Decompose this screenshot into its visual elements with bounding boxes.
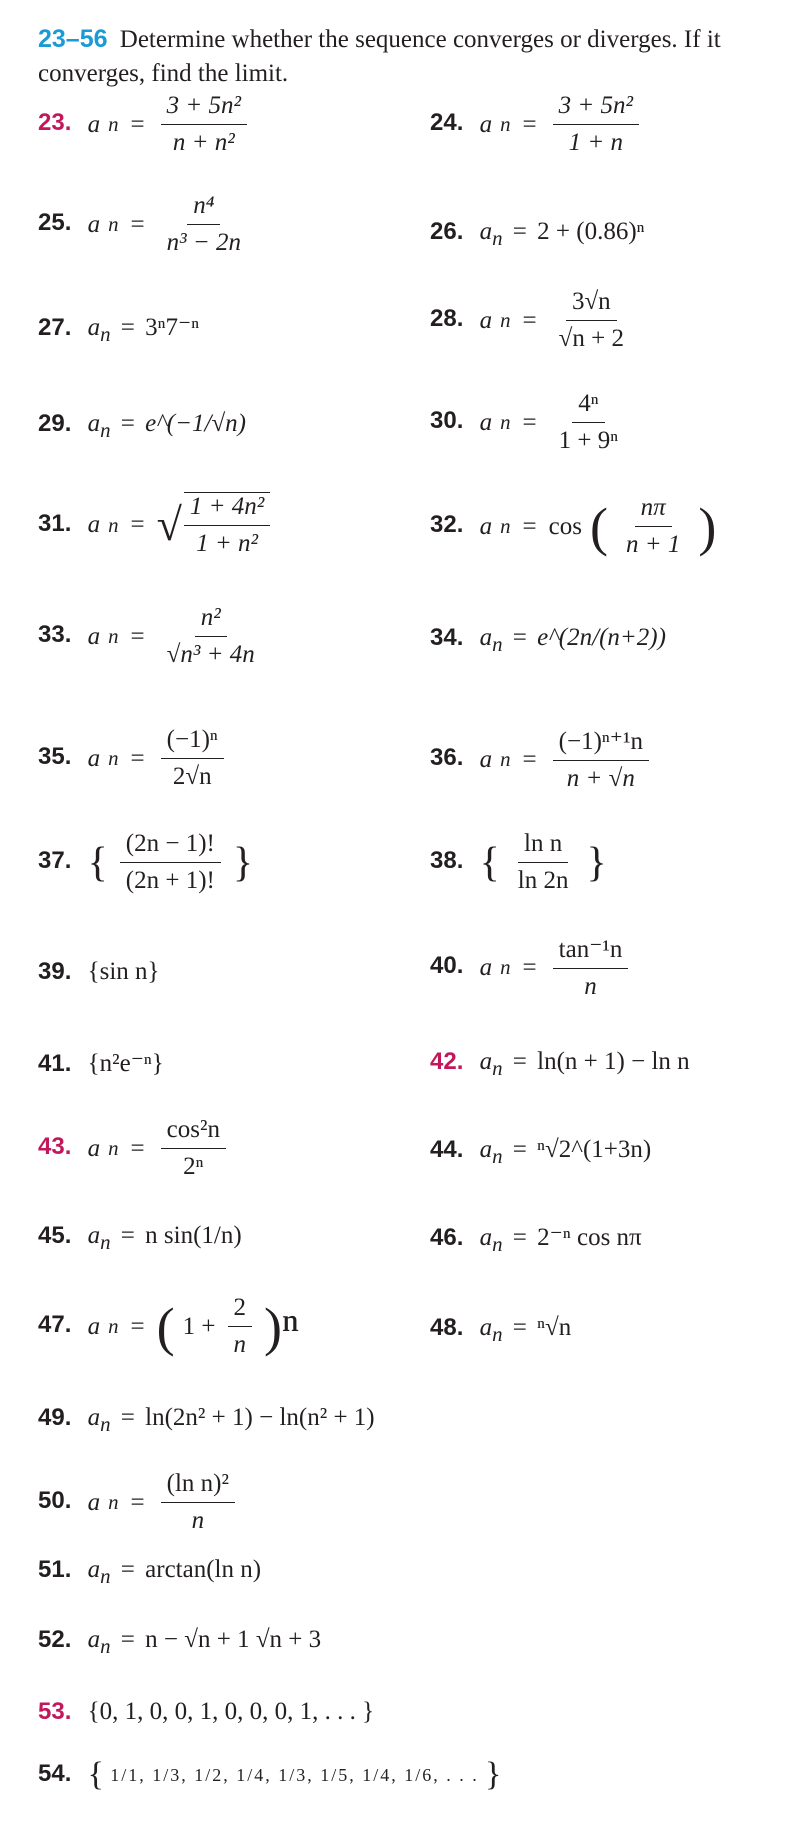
sequence-index: n: [108, 512, 119, 537]
right-brace: }: [586, 839, 607, 886]
equals: =: [512, 1224, 527, 1251]
sequence-variable: a: [479, 218, 493, 245]
numerator: (2n − 1)!: [120, 830, 221, 863]
exercise-38: [430, 830, 607, 895]
fraction-sequence: 1/1, 1/3, 1/2, 1/4, 1/3, 1/5, 1/4, 1/6, . . .: [110, 1764, 479, 1785]
exercise-25: [38, 192, 251, 257]
sequence-variable: a: [479, 512, 493, 540]
fraction: [620, 494, 686, 559]
exercise-number: 35.: [38, 743, 72, 771]
denominator: 2ⁿ: [183, 1153, 204, 1180]
exercise-24: [430, 92, 643, 157]
equals: =: [120, 1404, 135, 1431]
sequence-variable: a: [479, 1136, 493, 1163]
exercise-number: 40.: [430, 952, 464, 980]
sequence-variable: a: [479, 624, 493, 651]
exercise-number: 44.: [430, 1136, 464, 1163]
expression: 3ⁿ7⁻ⁿ: [145, 314, 200, 341]
sequence-variable: a: [479, 1224, 493, 1251]
exercise-26: [430, 218, 645, 251]
fraction: [553, 390, 624, 455]
numerator: ln n: [518, 830, 568, 863]
sequence-index: n: [500, 112, 511, 136]
sequence-index: n: [108, 1136, 119, 1160]
equals: =: [512, 1136, 527, 1163]
fraction: [161, 604, 261, 669]
exercise-42: [430, 1048, 690, 1081]
exercise-number: 39.: [38, 958, 72, 985]
fraction: [161, 92, 247, 157]
numerator: nπ: [635, 494, 672, 527]
sequence-variable: a: [87, 1222, 101, 1249]
exercise-number: 51.: [38, 1556, 72, 1583]
numerator: (−1)ⁿ⁺¹n: [553, 726, 649, 761]
sequence-variable: a: [87, 1556, 101, 1583]
exercise-number: 30.: [430, 407, 464, 435]
equals: =: [130, 1312, 145, 1340]
expression: ln(n + 1) − ln n: [537, 1048, 690, 1075]
exercise-28: [430, 288, 634, 353]
exercise-44: [430, 1136, 651, 1169]
exercise-46: [430, 1222, 642, 1257]
numerator: 3 + 5n²: [553, 92, 639, 125]
equals: =: [522, 408, 537, 436]
sequence-variable: a: [479, 408, 493, 436]
left-paren: (: [589, 496, 608, 557]
exercise-48: [430, 1314, 571, 1347]
sequence-variable: a: [87, 210, 101, 238]
expression: n sin(1/n): [145, 1222, 242, 1249]
expression: e^(−1/√n): [145, 410, 246, 437]
sequence-index: n: [100, 1412, 111, 1436]
exercise-number: 27.: [38, 314, 72, 341]
exercise-number: 52.: [38, 1626, 72, 1653]
numerator: tan⁻¹n: [553, 934, 629, 969]
fraction: [184, 492, 270, 558]
term: 1 +: [182, 1312, 216, 1340]
denominator: n: [233, 1331, 246, 1358]
equals: =: [120, 1556, 135, 1583]
sequence-variable: a: [87, 410, 101, 437]
sequence-variable: a: [87, 744, 101, 772]
left-brace: {: [87, 1756, 104, 1793]
exercise-31: [38, 492, 274, 558]
sequence-index: n: [492, 1056, 503, 1080]
exercise-41: [38, 1048, 164, 1078]
right-brace: }: [484, 1756, 502, 1793]
numerator: 3√n: [566, 288, 617, 321]
sequence-index: n: [500, 514, 511, 538]
equals: =: [522, 306, 537, 334]
exercise-number: 47.: [38, 1311, 72, 1339]
exercise-number: 29.: [38, 410, 72, 437]
exercise-number: 46.: [430, 1224, 464, 1251]
exercise-30: [430, 390, 628, 455]
denominator: √n³ + 4n: [166, 641, 255, 668]
sequence-variable: a: [87, 1626, 101, 1653]
exercise-53: [38, 1698, 374, 1726]
equals: =: [522, 110, 537, 138]
exercise-39: [38, 958, 160, 986]
fraction: [161, 1470, 235, 1535]
equals: =: [130, 210, 145, 238]
fraction: [553, 92, 639, 157]
exercise-number: 38.: [430, 847, 464, 875]
exercise-range: 23–56: [38, 25, 108, 53]
numerator: n⁴: [187, 192, 220, 225]
sequence-variable: a: [479, 1048, 493, 1075]
exercise-number: 28.: [430, 305, 464, 333]
exercise-number: 42.: [430, 1048, 464, 1075]
equals: =: [120, 1222, 135, 1249]
sequence-variable: a: [87, 511, 101, 538]
equals: =: [120, 314, 135, 341]
exercise-35: [38, 726, 228, 791]
expression: ⁿ√2^(1+3n): [537, 1136, 652, 1163]
sequence-variable: a: [87, 314, 101, 341]
fraction: [512, 830, 575, 895]
sequence-index: n: [500, 747, 511, 771]
numerator: (−1)ⁿ: [161, 726, 224, 759]
function-name: cos: [548, 512, 582, 540]
equals: =: [130, 622, 145, 650]
exercise-54: [38, 1758, 501, 1792]
sequence-index: n: [108, 1314, 119, 1338]
fraction: [553, 934, 629, 1001]
sequence-index: n: [100, 418, 111, 442]
sequence-index: n: [100, 1634, 111, 1658]
sequence-variable: a: [87, 110, 101, 138]
fraction: [228, 1294, 253, 1359]
exercise-number: 43.: [38, 1133, 72, 1161]
exercise-number: 49.: [38, 1404, 72, 1431]
numerator: 2: [228, 1294, 253, 1327]
sequence-variable: a: [87, 1312, 101, 1340]
denominator: n: [191, 1507, 205, 1534]
expression: {0, 1, 0, 0, 1, 0, 0, 0, 1, . . . }: [87, 1698, 375, 1725]
denominator: 1 + n²: [196, 530, 259, 557]
numerator: cos²n: [161, 1116, 226, 1149]
sequence-index: n: [108, 624, 119, 648]
denominator: n + 1: [625, 531, 681, 558]
denominator: n + n²: [172, 129, 235, 156]
exercise-49: [38, 1404, 375, 1437]
exercise-number: 24.: [430, 109, 464, 137]
numerator: 4ⁿ: [572, 390, 604, 423]
sequence-index: n: [492, 1322, 503, 1346]
denominator: n³ − 2n: [166, 229, 242, 256]
sequence-variable: a: [479, 745, 493, 773]
sequence-index: n: [492, 632, 503, 656]
numerator: (ln n)²: [161, 1470, 235, 1503]
exercise-number: 34.: [430, 624, 464, 651]
denominator: ln 2n: [517, 867, 569, 894]
exercise-40: [430, 934, 632, 1001]
sequence-index: n: [100, 322, 111, 346]
denominator: √n + 2: [558, 325, 624, 352]
exercise-51: [38, 1556, 261, 1589]
equals: =: [130, 110, 145, 138]
equals: =: [130, 1488, 145, 1516]
expression: e^(2n/(n+2)): [537, 624, 666, 651]
equals: =: [522, 745, 537, 773]
denominator: n: [584, 973, 597, 1000]
exercise-number: 50.: [38, 1487, 72, 1515]
exercise-47: [38, 1294, 299, 1359]
denominator: 1 + n: [568, 129, 624, 156]
sequence-index: n: [492, 1232, 503, 1256]
sequence-variable: a: [479, 306, 493, 334]
right-paren: ): [698, 496, 717, 557]
expression: {n²e⁻ⁿ}: [87, 1050, 164, 1077]
equals: =: [120, 410, 135, 437]
expression: 2 + (0.86)ⁿ: [537, 218, 645, 245]
expression: ⁿ√n: [537, 1314, 572, 1341]
equals: =: [512, 218, 527, 245]
exercise-number: 25.: [38, 209, 72, 237]
exercise-43: [38, 1116, 230, 1181]
exercise-number: 37.: [38, 847, 72, 875]
exercise-34: [430, 624, 666, 657]
exercise-number: 45.: [38, 1222, 72, 1249]
fraction: [161, 1116, 226, 1181]
right-paren: )ⁿ: [264, 1296, 299, 1357]
left-brace: {: [479, 839, 500, 886]
expression: {sin n}: [87, 958, 160, 985]
exercise-33: [38, 604, 265, 669]
numerator: n²: [195, 604, 227, 637]
instruction-text: Determine whether the sequence converges or diverges. If it converges, find the limit.: [38, 26, 721, 87]
exercise-number: 48.: [430, 1314, 464, 1341]
exercise-number: 31.: [38, 509, 72, 537]
exercise-50: [38, 1470, 239, 1535]
fraction: [553, 288, 630, 353]
sequence-index: n: [108, 112, 119, 136]
numerator: 3 + 5n²: [161, 92, 247, 125]
sequence-index: n: [492, 226, 503, 250]
expression: 2⁻ⁿ cos nπ: [537, 1224, 642, 1251]
left-paren: (: [156, 1296, 175, 1357]
exercise-23: [38, 92, 251, 157]
sequence-index: n: [108, 212, 119, 236]
numerator: 1 + 4n²: [184, 493, 270, 526]
sequence-variable: a: [87, 1488, 101, 1516]
sequence-index: n: [100, 1230, 111, 1254]
right-brace: }: [232, 839, 254, 886]
sequence-index: n: [108, 746, 119, 770]
denominator: 2√n: [172, 763, 212, 790]
expression: ln(2n² + 1) − ln(n² + 1): [145, 1404, 375, 1431]
sequence-variable: a: [87, 1404, 101, 1431]
exercise-number: 23.: [38, 109, 72, 137]
exercise-number: 26.: [430, 218, 464, 245]
fraction: [120, 830, 221, 895]
equals: =: [120, 1626, 135, 1653]
denominator: n + √n: [566, 765, 635, 792]
sequence-variable: a: [87, 622, 101, 650]
sequence-variable: a: [87, 1134, 101, 1162]
fraction: [161, 192, 247, 257]
sequence-variable: a: [479, 1314, 493, 1341]
equals: =: [522, 953, 537, 981]
sequence-variable: a: [479, 953, 493, 981]
equals: =: [522, 512, 537, 540]
exercise-29: [38, 410, 246, 443]
exercise-36: [430, 726, 653, 793]
sequence-index: n: [100, 1564, 111, 1588]
exercise-number: 41.: [38, 1050, 72, 1077]
equals: =: [512, 624, 527, 651]
equals: =: [130, 1134, 145, 1162]
denominator: 1 + 9ⁿ: [558, 427, 619, 454]
radical-sign: √: [156, 499, 182, 550]
exercise-number: 32.: [430, 511, 464, 539]
expression: n − √n + 1 √n + 3: [145, 1626, 322, 1653]
exercise-number: 36.: [430, 744, 464, 772]
exercise-number: 53.: [38, 1698, 72, 1725]
exercise-number: 33.: [38, 621, 72, 649]
exercise-instructions: [38, 22, 778, 91]
exercise-32: [430, 494, 716, 559]
exercise-27: [38, 312, 199, 347]
exercise-37: [38, 830, 253, 895]
exercise-45: [38, 1222, 242, 1255]
equals: =: [130, 511, 145, 538]
expression: arctan(ln n): [145, 1556, 262, 1583]
left-brace: {: [87, 839, 108, 886]
equals: =: [512, 1048, 527, 1075]
equals: =: [130, 744, 145, 772]
fraction: [161, 726, 224, 791]
denominator: (2n + 1)!: [125, 867, 215, 894]
sequence-index: n: [500, 955, 511, 979]
equals: =: [512, 1314, 527, 1341]
exercise-52: [38, 1626, 321, 1659]
sequence-index: n: [108, 1490, 119, 1514]
sequence-index: n: [492, 1144, 503, 1168]
exercise-number: 54.: [38, 1759, 72, 1787]
sequence-variable: a: [479, 110, 493, 138]
sequence-index: n: [500, 308, 511, 332]
fraction: [553, 726, 649, 793]
sequence-index: n: [500, 410, 511, 434]
